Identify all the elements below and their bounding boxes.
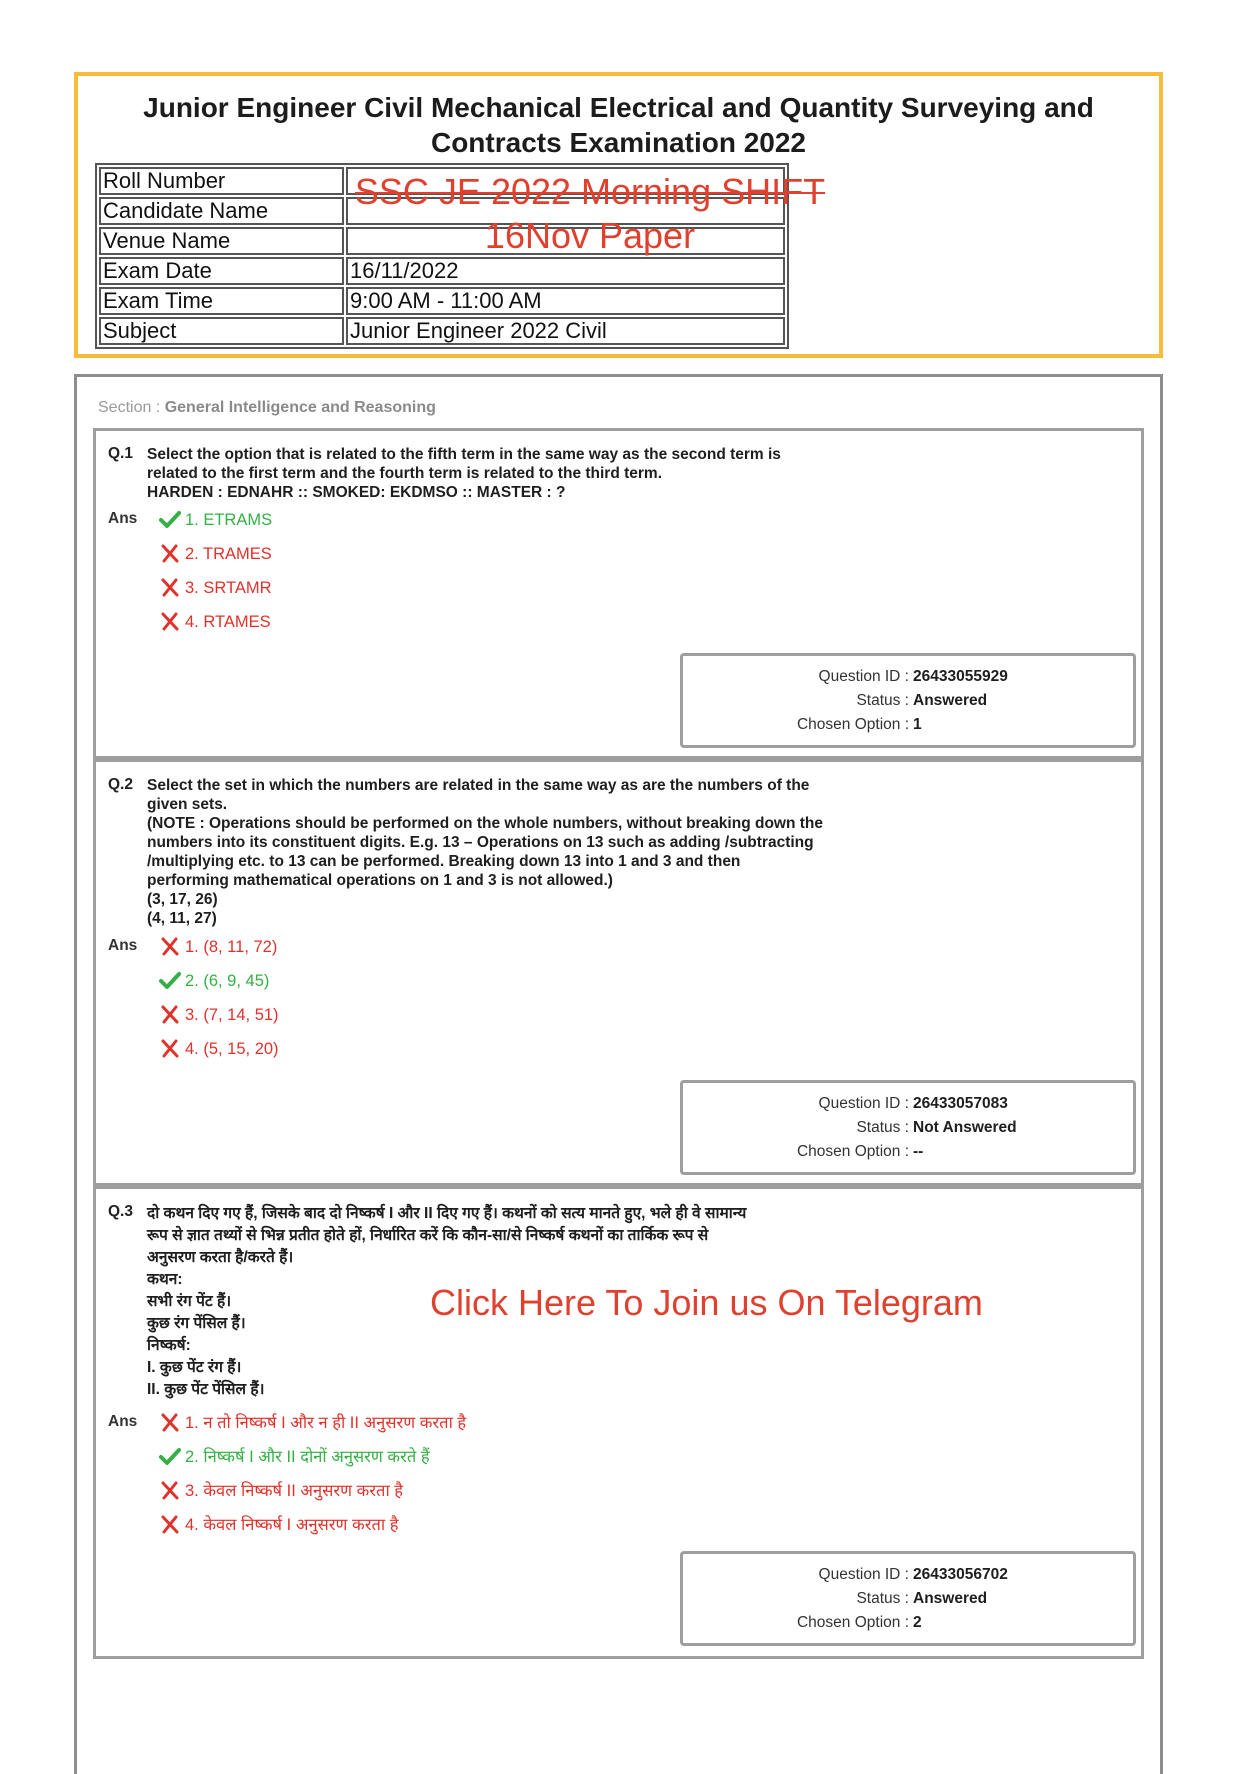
question-id-label: Question ID : <box>818 1095 909 1112</box>
option-label: 1. न तो निष्कर्ष I और न ही II अनुसरण करता है <box>185 1414 467 1432</box>
question-number: Q.2 <box>108 776 133 793</box>
question-id-value: 26433056702 <box>913 1566 1008 1583</box>
cross-icon <box>159 1480 181 1500</box>
question-meta <box>680 1080 1136 1175</box>
question-text-line: related to the first term and the fourth term is related to the third term. <box>147 465 663 482</box>
option-1 <box>159 1412 466 1433</box>
question-card-2 <box>93 759 1144 1186</box>
option-label: 4. RTAMES <box>185 613 271 631</box>
cross-icon <box>159 936 181 956</box>
question-text-line: /multiplying etc. to 13 can be performed. Breaking down 13 into 1 and 3 and then <box>147 853 741 870</box>
cross-icon <box>159 577 181 597</box>
option-2 <box>159 970 269 991</box>
question-text-line: Select the set in which the numbers are related in the same way as are the numbers of the <box>147 777 810 794</box>
option-label: 1. ETRAMS <box>185 511 273 529</box>
cross-icon <box>159 1038 181 1058</box>
status-row <box>683 1117 1139 1139</box>
question-id-label: Question ID : <box>818 668 909 685</box>
chosen-option-value: 1 <box>913 716 922 733</box>
watermark-line-2: 16Nov Paper <box>484 215 696 256</box>
info-row <box>99 257 785 285</box>
question-id-row <box>683 1564 1139 1586</box>
section-prefix: Section : <box>98 399 165 416</box>
option-2 <box>159 1446 430 1467</box>
option-label: 2. (6, 9, 45) <box>185 972 270 990</box>
option-label: 4. केवल निष्कर्ष I अनुसरण करता है <box>185 1516 399 1534</box>
option-1 <box>159 509 272 530</box>
ans-label: Ans <box>108 937 138 954</box>
status-row <box>683 690 1139 712</box>
chosen-option-label: Chosen Option : <box>796 716 909 733</box>
option-3 <box>159 577 272 598</box>
info-label: Exam Date <box>99 257 344 285</box>
exam-title-line-2: Contracts Examination 2022 <box>430 127 807 158</box>
question-text-line: निष्कर्ष: <box>147 1337 191 1354</box>
option-label: 4. (5, 15, 20) <box>185 1040 279 1058</box>
question-card-1 <box>93 428 1144 759</box>
question-meta <box>680 1551 1136 1646</box>
exam-header <box>74 72 1163 358</box>
question-text-line: (4, 11, 27) <box>147 910 217 927</box>
option-2 <box>159 543 272 564</box>
ans-label: Ans <box>108 1413 138 1430</box>
question-text-line: (3, 17, 26) <box>147 891 218 908</box>
status-value: Answered <box>913 692 988 709</box>
option-4 <box>159 611 271 632</box>
telegram-join-link[interactable]: Click Here To Join us On Telegram <box>430 1282 983 1323</box>
status-label: Status : <box>856 692 909 709</box>
question-text-line: given sets. <box>147 796 228 813</box>
cross-icon <box>159 611 181 631</box>
option-label: 1. (8, 11, 72) <box>185 938 278 956</box>
chosen-option-label: Chosen Option : <box>796 1614 909 1631</box>
option-label: 2. TRAMES <box>185 545 272 563</box>
question-text-line: II. कुछ पेंट पेंसिल हैं। <box>147 1381 265 1398</box>
watermark-line-1: SSC JE 2022 Morning SHIFT <box>354 171 826 212</box>
info-value: 16/11/2022 <box>346 257 785 285</box>
exam-title-line-1: Junior Engineer Civil Mechanical Electrical and Quantity Surveying and <box>143 92 1094 123</box>
check-icon <box>159 509 181 529</box>
option-label: 3. केवल निष्कर्ष II अनुसरण करता है <box>185 1482 404 1500</box>
question-number: Q.1 <box>108 445 133 462</box>
cross-icon <box>159 1004 181 1024</box>
chosen-option-value: -- <box>913 1143 924 1160</box>
question-id-value: 26433057083 <box>913 1095 1008 1112</box>
info-label: Exam Time <box>99 287 344 315</box>
question-text-line: HARDEN : EDNAHR :: SMOKED: EKDMSO :: MASTER : ? <box>147 484 566 501</box>
info-label: Candidate Name <box>99 197 344 225</box>
question-text-line: numbers into its constituent digits. E.g. 13 – Operations on 13 such as adding /subtracting <box>147 834 814 851</box>
question-text-line: दो कथन दिए गए हैं, जिसके बाद दो निष्कर्ष I और II दिए गए हैं। कथनों को सत्य मानते हुए, भले ही वे सामान्य <box>147 1205 747 1222</box>
option-label: 2. निष्कर्ष I और II दोनों अनुसरण करते हैं <box>185 1448 430 1466</box>
question-meta <box>680 653 1136 748</box>
question-text-line: performing mathematical operations on 1 and 3 is not allowed.) <box>147 872 613 889</box>
question-text-line: (NOTE : Operations should be performed on the whole numbers, without breaking down the <box>147 815 823 832</box>
chosen-option-row <box>683 1612 1139 1634</box>
cross-icon <box>159 543 181 563</box>
question-text-line: I. कुछ पेंट रंग हैं। <box>147 1359 242 1376</box>
option-label: 3. SRTAMR <box>185 579 272 597</box>
question-card-3 <box>93 1186 1144 1659</box>
option-4 <box>159 1514 398 1535</box>
option-4 <box>159 1038 279 1059</box>
info-row <box>99 287 785 315</box>
check-icon <box>159 970 181 990</box>
question-text-line: कथन: <box>147 1271 183 1288</box>
status-label: Status : <box>856 1119 909 1136</box>
ans-label: Ans <box>108 510 138 527</box>
info-label: Venue Name <box>99 227 344 255</box>
exam-title <box>78 90 1159 160</box>
section-label <box>98 399 436 417</box>
question-text <box>147 776 847 928</box>
status-value: Not Answered <box>913 1119 1017 1136</box>
check-icon <box>159 1446 181 1466</box>
info-value: Junior Engineer 2022 Civil <box>346 317 785 345</box>
cross-icon <box>159 1412 181 1432</box>
chosen-option-value: 2 <box>913 1614 922 1631</box>
chosen-option-row <box>683 714 1139 736</box>
paper-watermark <box>340 170 840 258</box>
option-1 <box>159 936 277 957</box>
question-text-line: कुछ रंग पेंसिल हैं। <box>147 1315 246 1332</box>
question-text-line: Select the option that is related to the fifth term in the same way as the second term is <box>147 446 781 463</box>
status-row <box>683 1588 1139 1610</box>
info-value: 9:00 AM - 11:00 AM <box>346 287 785 315</box>
section-name: General Intelligence and Reasoning <box>164 399 436 416</box>
option-3 <box>159 1004 279 1025</box>
question-id-row <box>683 666 1139 688</box>
cross-icon <box>159 1514 181 1534</box>
question-id-value: 26433055929 <box>913 668 1008 685</box>
question-text-line: अनुसरण करता है/करते हैं। <box>147 1249 294 1266</box>
status-value: Answered <box>913 1590 988 1607</box>
question-id-label: Question ID : <box>818 1566 909 1583</box>
question-id-row <box>683 1093 1139 1115</box>
question-text-line: सभी रंग पेंट हैं। <box>147 1293 232 1310</box>
option-3 <box>159 1480 403 1501</box>
info-label: Roll Number <box>99 167 344 195</box>
option-label: 3. (7, 14, 51) <box>185 1006 279 1024</box>
chosen-option-row <box>683 1141 1139 1163</box>
question-text-line: रूप से ज्ञात तथ्यों से भिन्न प्रतीत होते हों, निर्धारित करें कि कौन-सा/से निष्कर्ष कथनों का तार्किक रूप से <box>147 1227 709 1244</box>
question-number: Q.3 <box>108 1203 133 1220</box>
chosen-option-label: Chosen Option : <box>796 1143 909 1160</box>
question-panel <box>74 374 1163 1774</box>
info-label: Subject <box>99 317 344 345</box>
status-label: Status : <box>856 1590 909 1607</box>
question-text <box>147 445 847 502</box>
info-row <box>99 317 785 345</box>
